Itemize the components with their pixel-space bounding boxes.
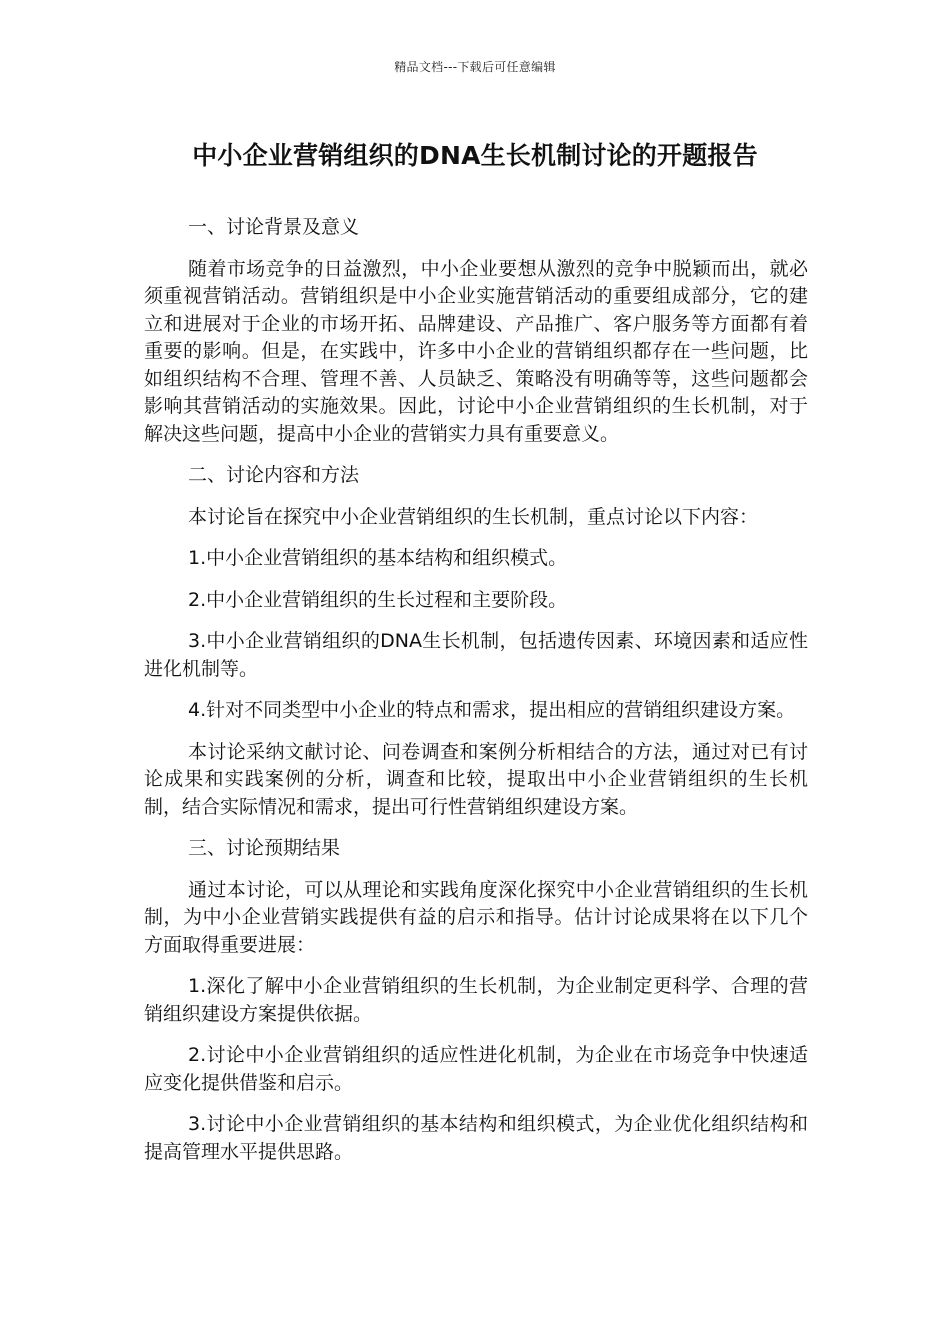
list-item: 1.中小企业营销组织的基本结构和组织模式。 xyxy=(188,547,568,569)
body-paragraph: 本讨论旨在探究中小企业营销组织的生长机制，重点讨论以下内容： xyxy=(188,505,759,528)
list-item: 2.中小企业营销组织的生长过程和主要阶段。 xyxy=(188,588,568,611)
list-item: 3.讨论中小企业营销组织的基本结构和组织模式，为企业优化组织结构和提高管理水平提供思路。 xyxy=(144,1113,808,1163)
header-note: 精品文档---下载后可任意编辑 xyxy=(394,60,556,74)
section-heading-background: 一、讨论背景及意义 xyxy=(188,216,360,238)
body-paragraph: 随着市场竞争的日益激烈，中小企业要想从激烈的竞争中脱颖而出，就必须重视营销活动。营销组织是中小企业实施营销活动的重要组成部分，它的建立和进展对于企业的市场开拓、品牌建设、产品推广、客户服务等方面都有着重要的影响。但是，在实践中，许多中小企业的营销组织都存在一些问题，比如组织结构不合理、管理不善、人员缺乏、策略没有明确等等，这些问题都会影响其营销活动的实施效果。因此，讨论中小企业营销组织的生长机制，对于解决这些问题，提高中小企业的营销实力具有重要意义。 xyxy=(144,257,808,445)
document-title: 中小企业营销组织的DNA生长机制讨论的开题报告 xyxy=(192,141,758,170)
list-item: 1.深化了解中小企业营销组织的生长机制，为企业制定更科学、合理的营销组织建设方案提供依据。 xyxy=(144,975,808,1025)
document-body xyxy=(144,214,808,1180)
list-item: 3.中小企业营销组织的DNA生长机制，包括遗传因素、环境因素和适应性进化机制等。 xyxy=(144,630,808,680)
section-heading-expected-results: 三、讨论预期结果 xyxy=(188,837,341,859)
list-item: 2.讨论中小企业营销组织的适应性进化机制，为企业在市场竞争中快速适应变化提供借鉴和启示。 xyxy=(144,1044,808,1094)
section-heading-content-method: 二、讨论内容和方法 xyxy=(188,464,360,486)
list-item: 4.针对不同类型中小企业的特点和需求，提出相应的营销组织建设方案。 xyxy=(188,699,796,721)
body-paragraph: 本讨论采纳文献讨论、问卷调查和案例分析相结合的方法，通过对已有讨论成果和实践案例的分析，调查和比较，提取出中小企业营销组织的生长机制，结合实际情况和需求，提出可行性营销组织建设方案。 xyxy=(144,740,808,818)
body-paragraph: 通过本讨论，可以从理论和实践角度深化探究中小企业营销组织的生长机制，为中小企业营销实践提供有益的启示和指导。估计讨论成果将在以下几个方面取得重要进展： xyxy=(144,878,808,956)
